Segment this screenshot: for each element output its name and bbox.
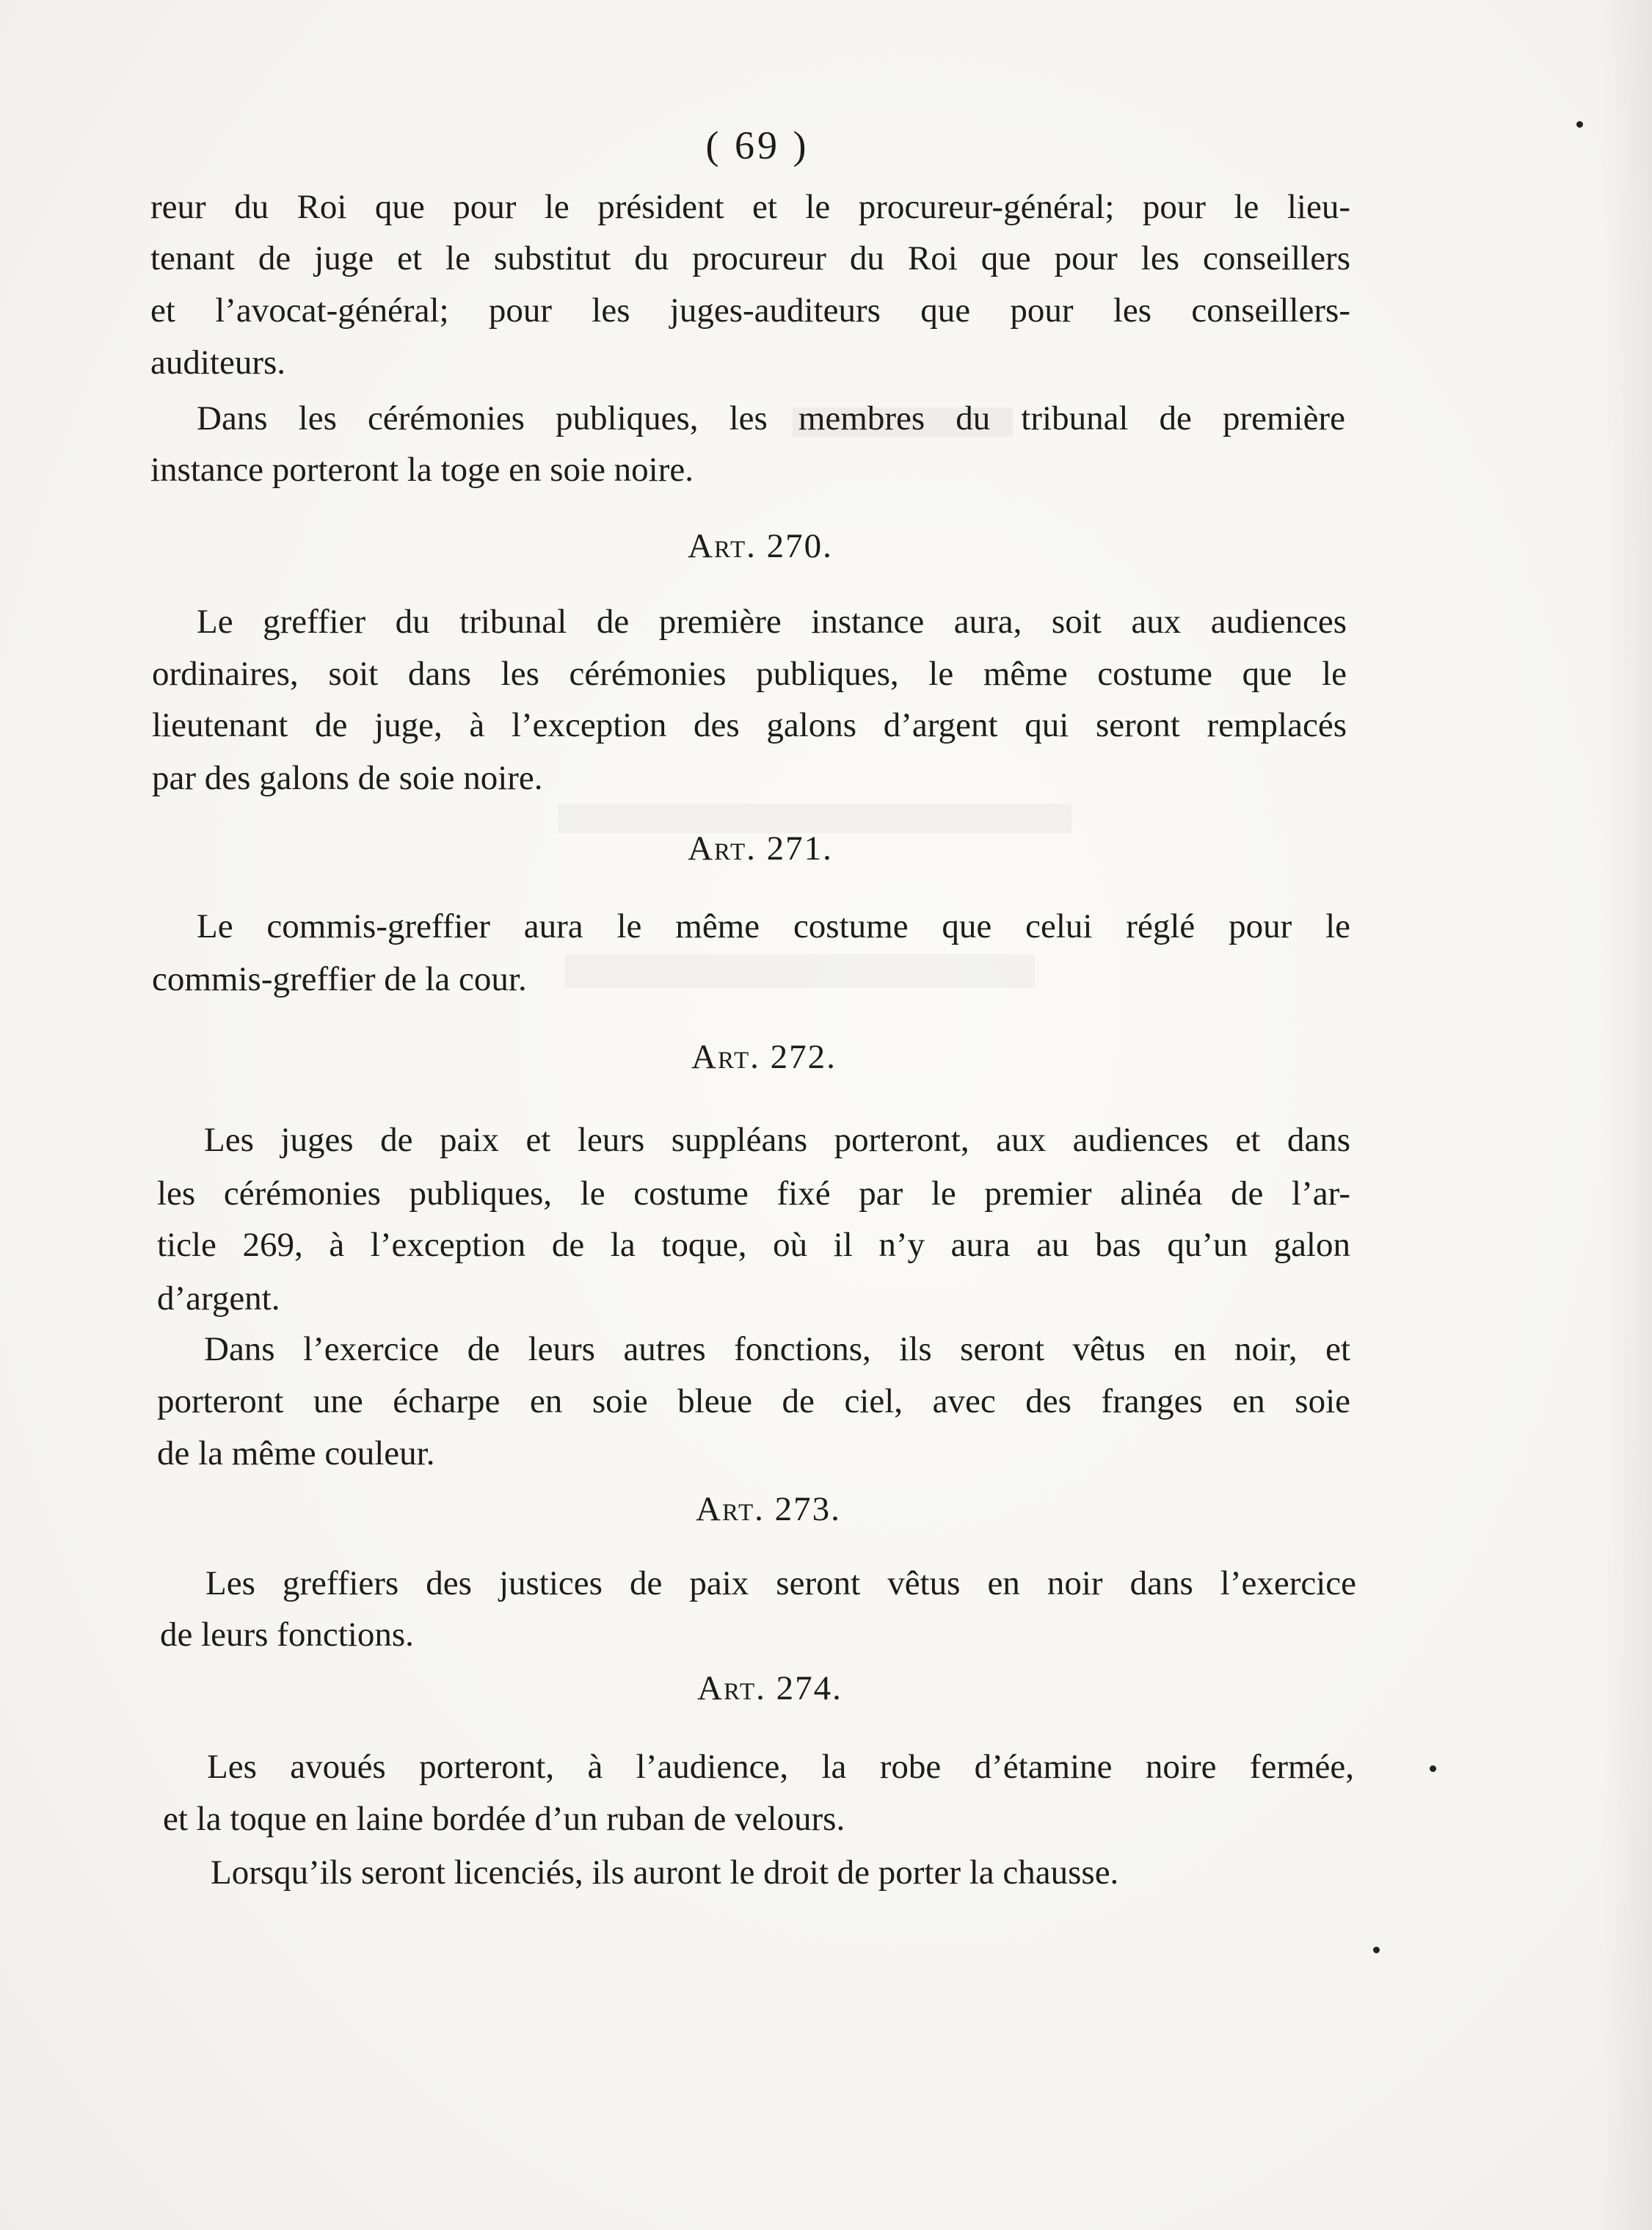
ink-speck: [1576, 121, 1583, 128]
text-line: Lorsqu’ils seront licenciés, ils auront le droit de porter la chausse.: [211, 1853, 1119, 1892]
text-line: Les juges de paix et leurs suppléans porteront, aux audiences et dans: [204, 1121, 1350, 1159]
text-line: par des galons de soie noire.: [152, 759, 543, 797]
text-line: ordinaires, soit dans les cérémonies publiques, le même costume que le: [152, 655, 1347, 693]
article-heading-274: Art. 274.: [697, 1669, 843, 1707]
text-line: de la même couleur.: [157, 1434, 435, 1472]
ink-speck: [1430, 1765, 1436, 1772]
text-line: les cérémonies publiques, le costume fixé par le premier alinéa de l’ar-: [157, 1174, 1350, 1213]
ink-speck: [1373, 1947, 1380, 1953]
text-line: Dans l’exercice de leurs autres fonctions, ils seront vêtus en noir, et: [204, 1330, 1350, 1368]
text-line: de leurs fonctions.: [160, 1616, 414, 1654]
text-line: porteront une écharpe en soie bleue de ciel, avec des franges en soie: [157, 1382, 1350, 1420]
text-line: Le commis-greffier aura le même costume que celui réglé pour le: [197, 907, 1350, 945]
text-line: Les greffiers des justices de paix seront vêtus en noir dans l’exercice: [205, 1564, 1356, 1602]
text-line: d’argent.: [157, 1279, 280, 1318]
text-line: Dans les cérémonies publiques, les membres du tribunal de première: [197, 399, 1345, 437]
page-number: ( 69 ): [705, 123, 809, 167]
text-line: et l’avocat-général; pour les juges-auditeurs que pour les conseillers-: [150, 291, 1350, 330]
article-heading-272: Art. 272.: [691, 1038, 837, 1076]
text-line: instance porteront la toge en soie noire.: [150, 451, 694, 489]
text-line: et la toque en laine bordée d’un ruban de velours.: [163, 1800, 845, 1838]
text-line: lieutenant de juge, à l’exception des galons d’argent qui seront remplacés: [152, 706, 1347, 744]
article-heading-270: Art. 270.: [688, 527, 833, 565]
article-heading-273: Art. 273.: [696, 1490, 841, 1528]
text-line: Le greffier du tribunal de première instance aura, soit aux audiences: [197, 603, 1347, 641]
text-line: auditeurs.: [150, 344, 286, 382]
text-line: commis-greffier de la cour.: [152, 960, 527, 998]
text-line: reur du Roi que pour le président et le procureur-général; pour le lieu-: [150, 188, 1350, 226]
article-heading-271: Art. 271.: [688, 829, 833, 868]
text-line: Les avoués porteront, à l’audience, la robe d’étamine noire fermée,: [207, 1748, 1354, 1786]
text-line: tenant de juge et le substitut du procureur du Roi que pour les conseillers: [150, 239, 1350, 277]
text-line: ticle 269, à l’exception de la toque, où il n’y aura au bas qu’un galon: [157, 1226, 1350, 1264]
